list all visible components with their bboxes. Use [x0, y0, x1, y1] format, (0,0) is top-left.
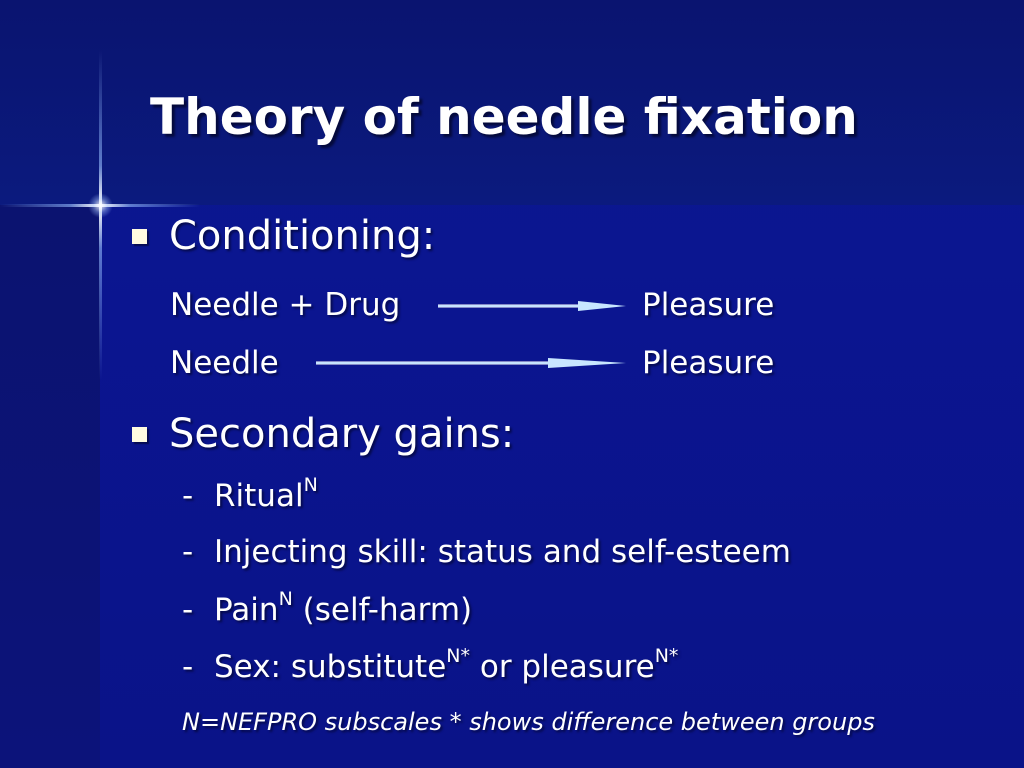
bullet-label: Secondary gains: [169, 411, 515, 457]
footnote: N=NEFPRO subscales * shows difference between groups [182, 708, 875, 736]
sub-item-pain [182, 588, 472, 632]
sub-item-text: Sex: substitute$^{N*}$ or pleasure$^{N*}$ [214, 644, 679, 685]
dash-marker: - [182, 478, 194, 514]
bullet-label: Conditioning: [169, 213, 436, 259]
conditioning-effect-1: Pleasure [642, 287, 775, 323]
superscript-marker: N [278, 587, 293, 610]
sub-item-text: Pain$^N$ (self-harm) [214, 587, 473, 628]
sub-item-text: Injecting skill: status and self-esteem [214, 534, 791, 570]
superscript-marker: N [303, 473, 318, 496]
dash-marker: - [182, 592, 194, 628]
left-band [0, 205, 100, 768]
dash-marker: - [182, 534, 194, 570]
sub-item-ritual [182, 474, 318, 518]
sub-item-sex [182, 645, 678, 689]
square-bullet-icon [132, 229, 147, 244]
conditioning-cause-1: Needle + Drug [170, 287, 401, 323]
arrow-right-icon [316, 355, 628, 371]
slide-title: Theory of needle fixation [150, 88, 858, 146]
conditioning-cause-2: Needle [170, 345, 279, 381]
square-bullet-icon [132, 427, 147, 442]
bullet-conditioning [132, 208, 435, 264]
dash-marker: - [182, 649, 194, 685]
arrow-right-icon [438, 298, 628, 314]
bullet-secondary-gains [132, 406, 514, 462]
superscript-marker: N* [654, 644, 679, 667]
superscript-marker: N* [446, 644, 470, 667]
sub-item-text: Ritual$^N$ [214, 473, 318, 514]
conditioning-effect-2: Pleasure [642, 345, 775, 381]
sub-item-injecting-skill [182, 530, 791, 574]
star-icon [88, 193, 113, 218]
